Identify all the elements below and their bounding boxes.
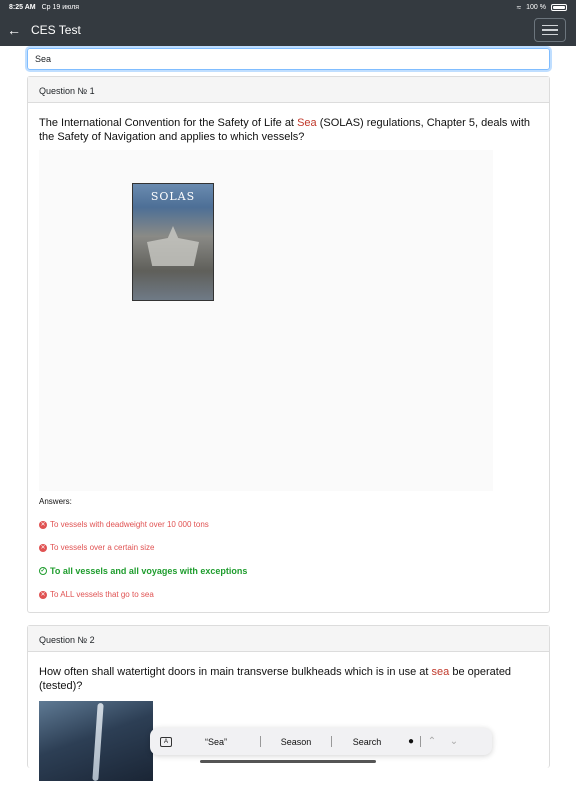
keyboard-suggestion-bar <box>150 728 492 755</box>
wrong-answer-icon: ✕ <box>40 521 46 528</box>
wrong-answer-icon: ✕ <box>40 591 46 598</box>
search-highlight: Sea <box>297 117 317 129</box>
chevron-up-icon[interactable]: ⌃ <box>427 736 437 747</box>
correct-answer-icon: ✓ <box>40 568 46 574</box>
question-image <box>39 701 153 781</box>
wrong-answer-icon: ✕ <box>40 544 46 551</box>
menu-line-icon <box>542 25 558 27</box>
answer-option-correct[interactable] <box>39 566 538 576</box>
microphone-icon[interactable]: ● <box>407 736 415 747</box>
question-text-part: The International Convention for the Safety of Life at <box>39 117 298 129</box>
navbar <box>0 14 576 46</box>
answer-text: To vessels over a certain size <box>50 543 155 552</box>
question-card-1 <box>27 76 550 613</box>
chevron-down-icon[interactable]: ⌄ <box>449 736 459 747</box>
menu-line-icon <box>542 29 558 31</box>
question-text-part: be operated (tested)? <box>39 666 512 692</box>
status-time: 8:25 AM <box>9 3 36 11</box>
answer-option[interactable] <box>39 520 538 529</box>
status-bar <box>0 0 576 14</box>
wifi-icon: ≈ <box>516 2 522 12</box>
status-date: Ср 19 июля <box>41 3 80 11</box>
question-text <box>39 665 538 693</box>
question-header: Question № 1 <box>28 77 549 103</box>
text-format-icon[interactable]: A <box>160 737 172 747</box>
status-right <box>517 3 567 12</box>
question-text-part: (SOLAS) regulations, Chapter 5, deals with the Safety of Navigation and applies to which vessels? <box>39 117 531 143</box>
page-title: CES Test <box>31 23 81 37</box>
answer-text: To ALL vessels that go to sea <box>50 590 154 599</box>
answer-option[interactable] <box>39 590 538 599</box>
answer-text: To all vessels and all voyages with exceptions <box>50 566 248 576</box>
hamburger-menu-button[interactable] <box>534 18 566 42</box>
suggestion-sea[interactable]: “Sea” <box>204 736 227 747</box>
ship-illustration <box>147 226 199 266</box>
search-input[interactable]: Sea <box>27 48 550 70</box>
question-header: Question № 2 <box>28 626 549 652</box>
answer-option[interactable] <box>39 543 538 552</box>
question-text <box>39 116 538 144</box>
search-highlight: sea <box>431 666 450 678</box>
answers-label: Answers: <box>39 497 72 506</box>
question-image <box>39 150 493 491</box>
battery-icon <box>551 4 567 11</box>
back-arrow-icon[interactable]: ← <box>7 22 21 38</box>
solas-book-cover <box>132 183 214 301</box>
home-indicator <box>200 760 376 763</box>
question-text-part: How often shall watertight doors in main transverse bulkheads which is in use at <box>39 666 432 678</box>
suggestion-season[interactable]: Season <box>280 736 312 747</box>
battery-text: 100 % <box>526 3 546 11</box>
answer-text: To vessels with deadweight over 10 000 tons <box>50 520 209 529</box>
menu-line-icon <box>542 34 558 36</box>
suggestion-search[interactable]: Search <box>352 736 382 747</box>
book-title: SOLAS <box>150 190 196 203</box>
